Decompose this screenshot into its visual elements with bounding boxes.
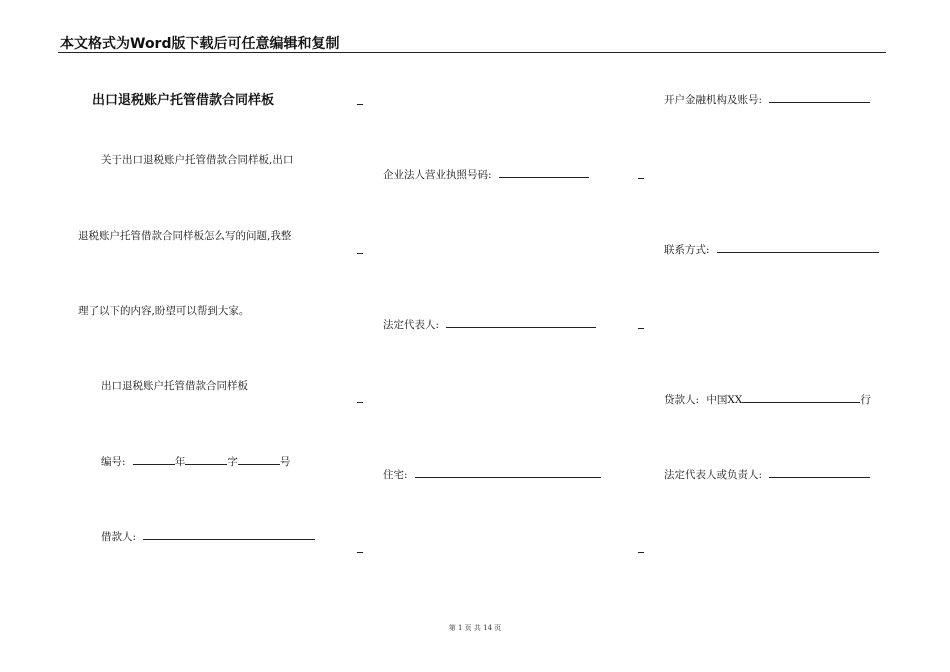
contract-number-row	[101, 454, 290, 469]
number-blank-1[interactable]	[133, 454, 175, 465]
lender-value: 中国XX	[706, 394, 743, 406]
bank-label: 开户金融机构及账号:	[664, 94, 763, 106]
number-label: 编号:	[101, 456, 126, 468]
hao-char: 号	[279, 456, 291, 468]
number-blank-2[interactable]	[185, 454, 227, 465]
separator-dash	[357, 104, 363, 105]
page-footer	[0, 623, 950, 633]
contract-subtitle: 出口退税账户托管借款合同样板	[101, 380, 248, 392]
number-blank-3[interactable]	[238, 454, 280, 465]
intro-line-3: 理了以下的内容,盼望可以帮到大家。	[78, 305, 250, 317]
intro-line-1: 关于出口退税账户托管借款合同样板,出口	[101, 154, 294, 166]
page-total: 14	[483, 624, 493, 632]
borrower-label: 借款人:	[101, 531, 137, 543]
lender-rep-blank[interactable]	[769, 467, 870, 478]
lender-row	[664, 392, 871, 407]
legal-rep-blank[interactable]	[446, 317, 596, 328]
contact-row	[664, 242, 879, 257]
license-blank[interactable]	[499, 167, 589, 178]
header-title: 本文格式为Word版下载后可任意编辑和复制	[60, 36, 340, 52]
address-blank[interactable]	[415, 467, 601, 478]
legal-rep-label: 法定代表人:	[383, 319, 440, 331]
license-row	[383, 167, 589, 182]
contact-label: 联系方式:	[664, 244, 710, 256]
zi-char: 字	[227, 456, 238, 468]
separator-dash	[357, 552, 363, 553]
page-prefix: 第	[448, 624, 456, 632]
lender-blank[interactable]	[742, 392, 860, 403]
separator-dash	[638, 328, 644, 329]
address-row	[383, 467, 601, 482]
separator-dash	[357, 402, 363, 403]
borrower-blank[interactable]	[143, 529, 315, 540]
lender-rep-row	[664, 467, 870, 482]
page-number: 1	[457, 624, 463, 632]
header-rule	[58, 52, 886, 53]
borrower-row	[101, 529, 315, 544]
lender-suffix: 行	[860, 394, 871, 406]
page-suffix: 页	[494, 624, 502, 632]
bank-row	[664, 92, 870, 107]
lender-label: 贷款人:	[664, 394, 700, 406]
year-char: 年	[174, 456, 186, 468]
lender-rep-label: 法定代表人或负责人:	[664, 469, 763, 481]
bank-blank[interactable]	[769, 92, 870, 103]
license-label: 企业法人营业执照号码:	[383, 169, 492, 181]
separator-dash	[638, 552, 644, 553]
address-label: 住宅:	[383, 469, 408, 481]
separator-dash	[357, 253, 363, 254]
document-title: 出口退税账户托管借款合同样板	[92, 93, 275, 108]
legal-rep-row	[383, 317, 596, 332]
intro-line-2: 退税账户托管借款合同样板怎么写的问题,我整	[78, 230, 292, 242]
contact-blank[interactable]	[717, 242, 879, 253]
page-mid: 页 共	[464, 624, 481, 632]
separator-dash	[638, 178, 644, 179]
